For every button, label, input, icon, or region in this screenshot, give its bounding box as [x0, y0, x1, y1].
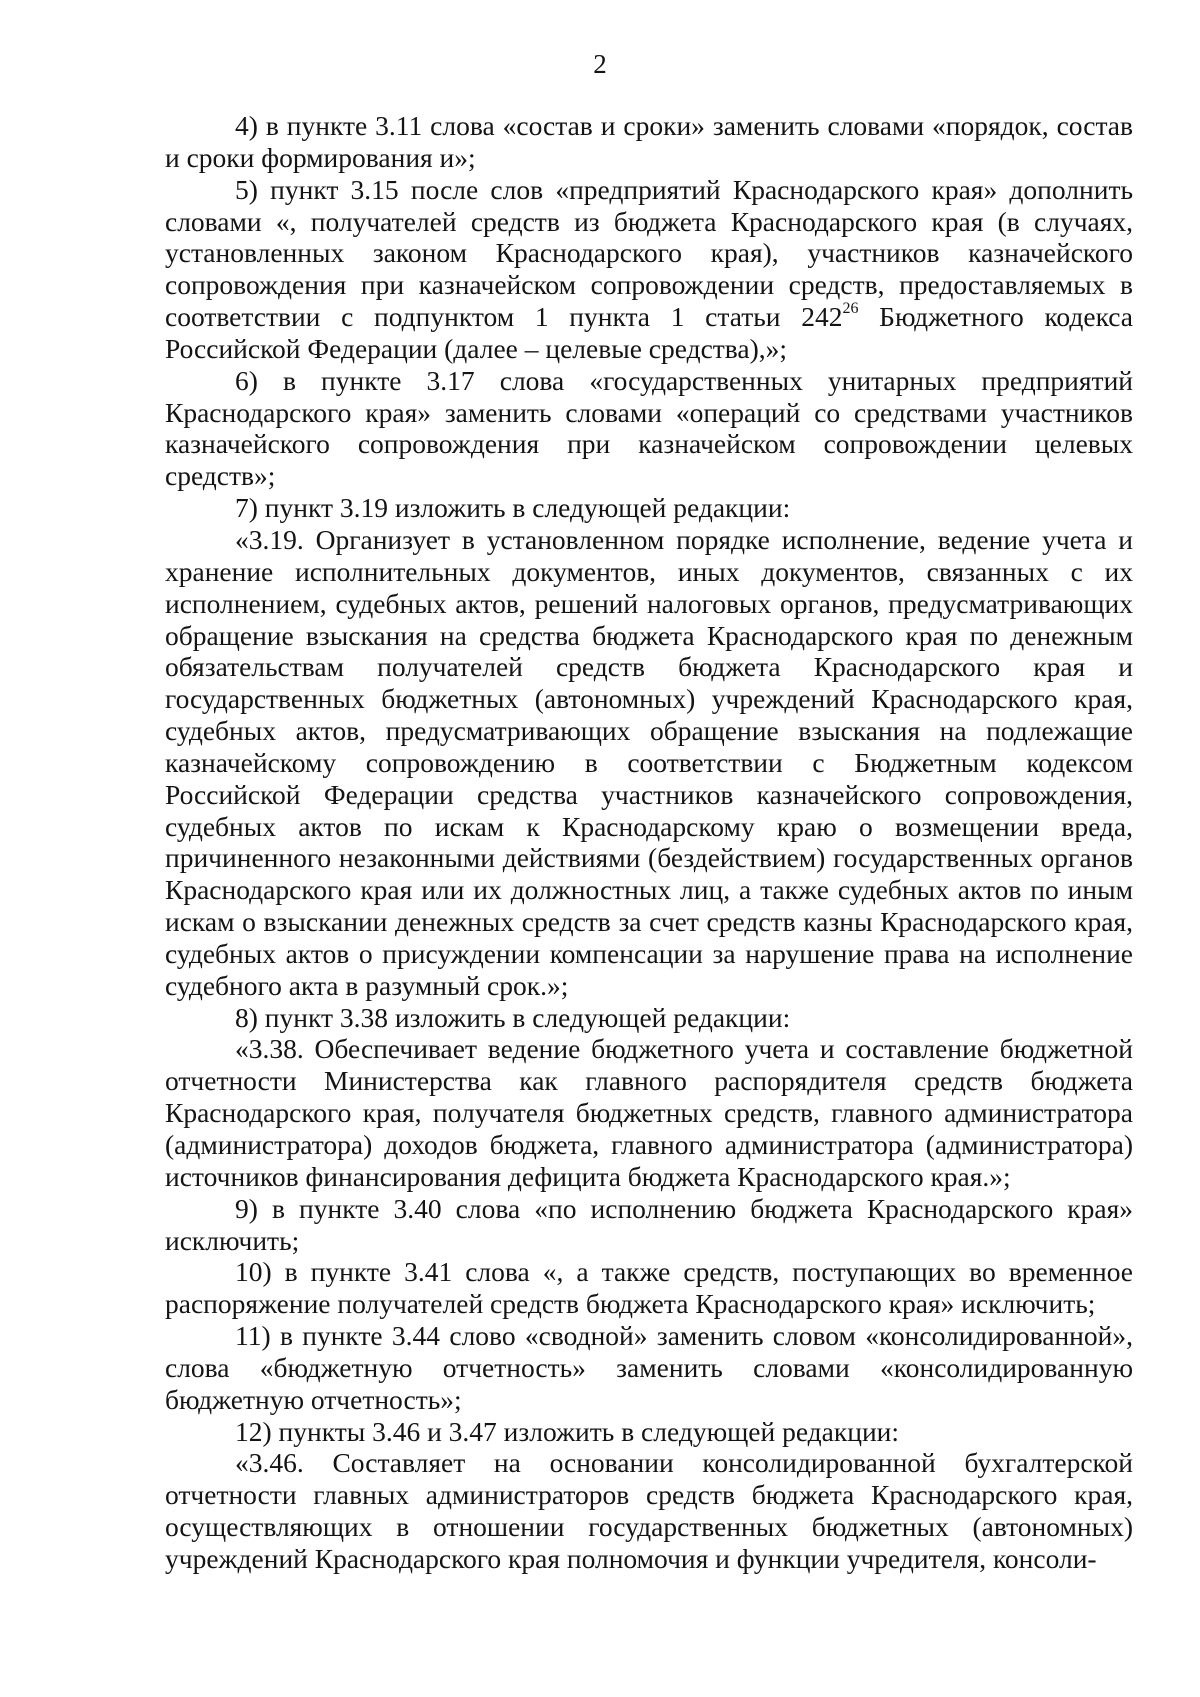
paragraph-item-4: 4) в пункте 3.11 слова «состав и сроки» заменить словами «порядок, состав и сроки формирования и»;: [165, 110, 1133, 173]
paragraph-item-5: [165, 174, 1133, 365]
paragraph-item-9: 9) в пункте 3.40 слова «по исполнению бюджета Краснодарского края» исключить;: [165, 1192, 1133, 1256]
document-body: [165, 110, 1133, 1575]
paragraph-item-5-text-after: Бюджетного кодекса Российской Федерации (далее – целевые средства),»;: [165, 301, 1133, 364]
article-superscript: 26: [842, 300, 859, 318]
paragraph-clause-3-38: «3.38. Обеспечивает ведение бюджетного учета и составление бюджетной отчетности Министерства как главного распорядителя средств бюджета Краснодарского края, получателя бюджетных средств, главного администратора (администратора) доходов бюджета, главного администратора (администратора) источников финансирования дефицита бюджета Краснодарского края.»;: [165, 1033, 1133, 1192]
paragraph-item-7: 7) пункт 3.19 изложить в следующей редакции:: [235, 492, 791, 524]
paragraph-item-12: 12) пункты 3.46 и 3.47 изложить в следующей редакции:: [235, 1415, 900, 1447]
paragraph-item-5-text-before: 5) пункт 3.15 после слов «предприятий Краснодарского края» дополнить словами «, получателей средств из бюджета Краснодарского края (в случаях, установленных законом Краснодарского края), участников казначейского сопровождения при казначейском сопровождении средств, предоставляемых в соответствии с подпунктом 1 пункта 1 статьи 242: [165, 173, 1133, 333]
paragraph-item-6: 6) в пункте 3.17 слова «государственных унитарных предприятий Краснодарского края» заменить словами «операций со средствами участников казначейского сопровождения при казначейском сопровождении целевых средств»;: [165, 364, 1133, 492]
paragraph-item-11: 11) в пункте 3.44 слово «сводной» заменить словом «консолидированной», слова «бюджетную отчетность» заменить словами «консолидированную бюджетную отчетность»;: [165, 1320, 1133, 1415]
paragraph-clause-3-46: «3.46. Составляет на основании консолидированной бухгалтерской отчетности главных администраторов средств бюджета Краснодарского края, осуществляющих в отношении государственных бюджетных (автономных) учреждений Краснодарского края полномочия и функции учредителя, консоли-: [165, 1447, 1133, 1574]
paragraph-item-8: 8) пункт 3.38 изложить в следующей редакции:: [235, 1001, 791, 1033]
page-number: 2: [593, 49, 607, 79]
paragraph-clause-3-19: «3.19. Организует в установленном порядке исполнение, ведение учета и хранение исполнительных документов, иных документов, связанных с их исполнением, судебных актов, решений налоговых органов, предусматривающих обращение взыскания на средства бюджета Краснодарского края по денежным обязательствам получателей средств бюджета Краснодарского края и государственных бюджетных (автономных) учреждений Краснодарского края, судебных актов, предусматривающих обращение взыскания на подлежащие казначейскому сопровождению в соответствии с Бюджетным кодексом Российской Федерации средства участников казначейского сопровождения, судебных актов по искам к Краснодарскому краю о возмещении вреда, причиненного незаконными действиями (бездействием) государственных органов Краснодарского края или их должностных лиц, а также судебных актов по иным искам о взыскании денежных средств за счет средств казны Краснодарского края, судебных актов о присуждении компенсации за нарушение права на исполнение судебного акта в разумный срок.»;: [165, 523, 1133, 1001]
paragraph-item-10: 10) в пункте 3.41 слова «, а также средств, поступающих во временное распоряжение получателей средств бюджета Краснодарского края» исключить;: [165, 1256, 1133, 1320]
